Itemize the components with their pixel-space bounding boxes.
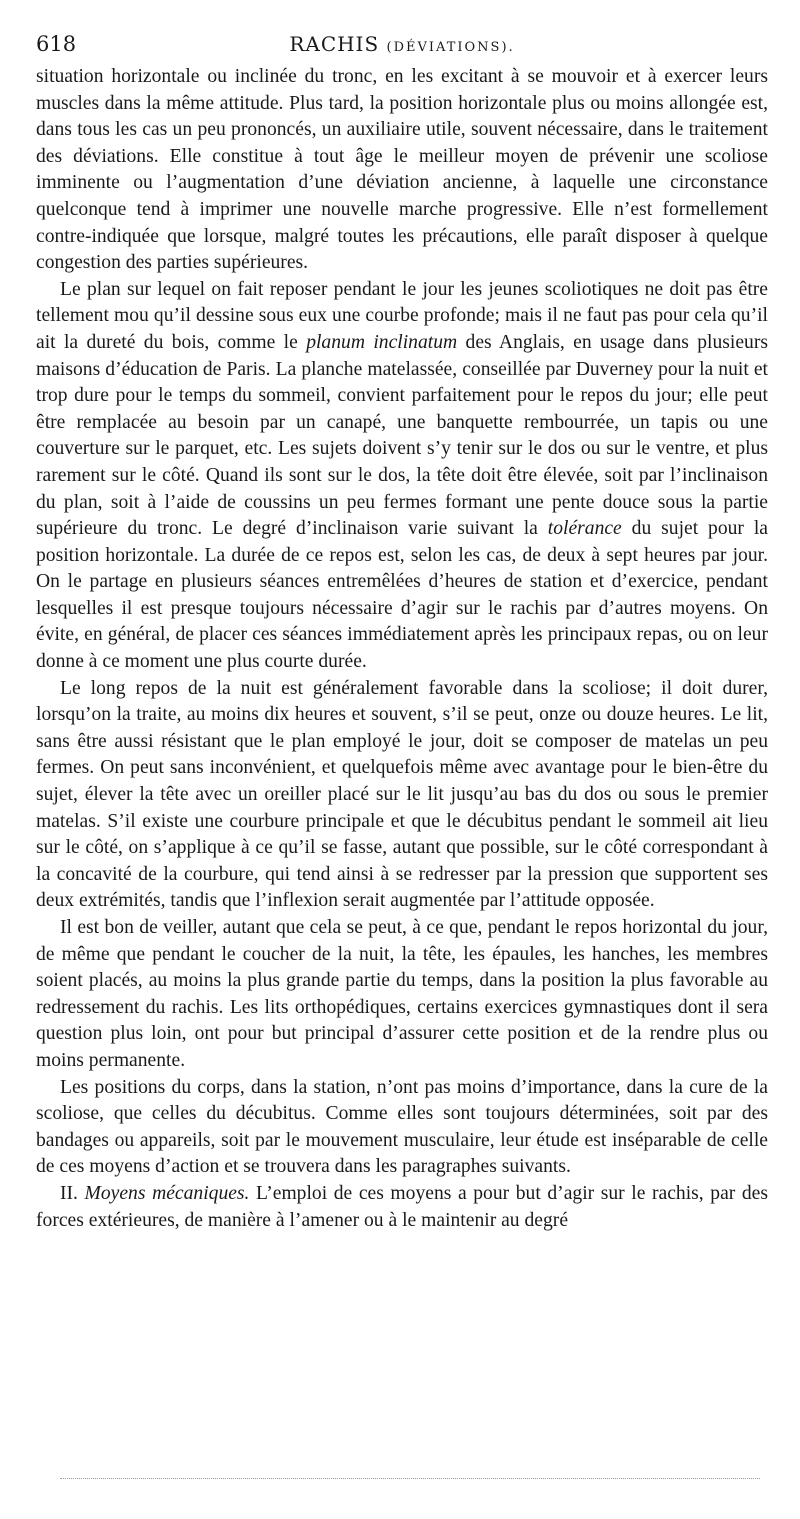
paragraph-6-text: L’emploi de ces moyens a pour but d’agir sur le rachis, par des forces extérieures, de manière à l’amener ou à le maintenir au degré <box>36 1182 768 1231</box>
paragraph-2-text-c: du sujet pour la position horizontale. La durée de ce repos est, selon les cas, de deux à sept heures par jour. On le partage en plusieurs séances entremêlées d’heures de station et d’exercice, pendant lesquelles il est presque toujours nécessaire d’agir sur le rachis par d’autres moyens. On évite, en général, de placer ces séances immédiatement après les principaux repas, ou on leur donne à ce moment une plus courte durée. <box>36 518 768 673</box>
page-header <box>36 30 768 60</box>
paragraph-2-text-a: Le plan sur lequel on fait reposer pendant le jour les jeunes scoliotiques ne doit pas être tellement mou qu’il dessine sous eux une courbe profonde; mais il ne faut pas pour cela qu’il ait la dureté du bois, comme le <box>36 278 768 353</box>
running-head-title: RACHIS <box>289 32 380 56</box>
paragraph-6-section-number: II. <box>60 1182 85 1204</box>
paragraph-4: Il est bon de veiller, autant que cela se peut, à ce que, pendant le repos horizontal du jour, de même que pendant le coucher de la nuit, la tête, les épaules, les hanches, les membres soient placés, au moins la plus grande partie du temps, dans la position la plus favorable au redressement du rachis. Les lits orthopédiques, certains exercices gymnastiques dont il sera question plus loin, ont pour but principal d’assurer cette position et de la rendre plus ou moins permanente. <box>36 917 768 1071</box>
footer-rule <box>60 1478 760 1479</box>
paragraph-2-text-b: des Anglais, en usage dans plusieurs maisons d’éducation de Paris. La planche matelassée, conseillée par Duverney pour la nuit et trop dure pour le temps du sommeil, convient parfaitement pour le repos du jour; elle peut être remplacée au besoin par un canapé, une banquette rembourrée, un tapis ou une couverture sur le parquet, etc. Les sujets doivent s’y tenir sur le dos ou sur le ventre, et plus rarement sur le côté. Quand ils sont sur le dos, la tête doit être élevée, soit par l’inclinaison du plan, soit à l’aide de coussins un peu fermes formant une pente douce sous la partie supérieure du tronc. Le degré d’inclinaison varie suivant la <box>36 331 768 540</box>
paragraph-2-italic-term: planum inclinatum <box>306 331 458 353</box>
page-number: 618 <box>36 32 77 56</box>
running-head <box>36 32 768 56</box>
paragraph-6-section-title: Moyens mécaniques. <box>84 1182 250 1204</box>
running-head-subtitle: (DÉVIATIONS). <box>386 40 515 55</box>
paragraph-5: Les positions du corps, dans la station, n’ont pas moins d’importance, dans la cure de la scoliose, que celles du décubitus. Comme elles sont toujours déterminées, soit par des bandages ou appareils, soit par le mouvement musculaire, leur étude est inséparable de celle de ces moyens d’action et se trouvera dans les paragraphes suivants. <box>36 1076 768 1178</box>
body-text <box>36 64 768 1234</box>
paragraph-1: situation horizontale ou inclinée du tronc, en les excitant à se mouvoir et à exercer leurs muscles dans la même attitude. Plus tard, la position horizontale plus ou moins allongée est, dans tous les cas un peu prononcés, un auxiliaire utile, souvent nécessaire, dans le traitement des déviations. Elle constitue à tout âge le meilleur moyen de prévenir une scoliose imminente ou l’augmentation d’une déviation ancienne, à laquelle une circonstance quelconque tend à imprimer une nouvelle marche progressive. Elle n’est formellement contre-indiquée que lorsque, malgré toutes les précautions, elle paraît disposer à quelque congestion des parties supérieures. <box>36 66 768 274</box>
paragraph-2-italic-term-2: tolérance <box>547 518 622 540</box>
paragraph-3: Le long repos de la nuit est généralement favorable dans la scoliose; il doit durer, lorsqu’on la traite, au moins dix heures et souvent, s’il se peut, onze ou douze heures. Le lit, sans être aussi résistant que le plan employé le jour, doit se composer de matelas un peu fermes. On peut sans inconvénient, et quelquefois même avec avantage pour le bien-être du sujet, élever la tête avec un oreiller placé sur le lit jusqu’au bas du dos ou sous le premier matelas. S’il existe une courbure principale et que le décubitus pendant le sommeil ait lieu sur le côté, on s’applique à ce qu’il se fasse, autant que possible, sur le côté correspondant à la concavité de la courbure, qui tend ainsi à se redresser par la pression que supportent ses deux extrémités, tandis que l’inflexion serait augmentée par l’attitude opposée. <box>36 677 768 912</box>
paragraph-6 <box>36 1181 768 1234</box>
paragraph-2 <box>36 277 768 676</box>
